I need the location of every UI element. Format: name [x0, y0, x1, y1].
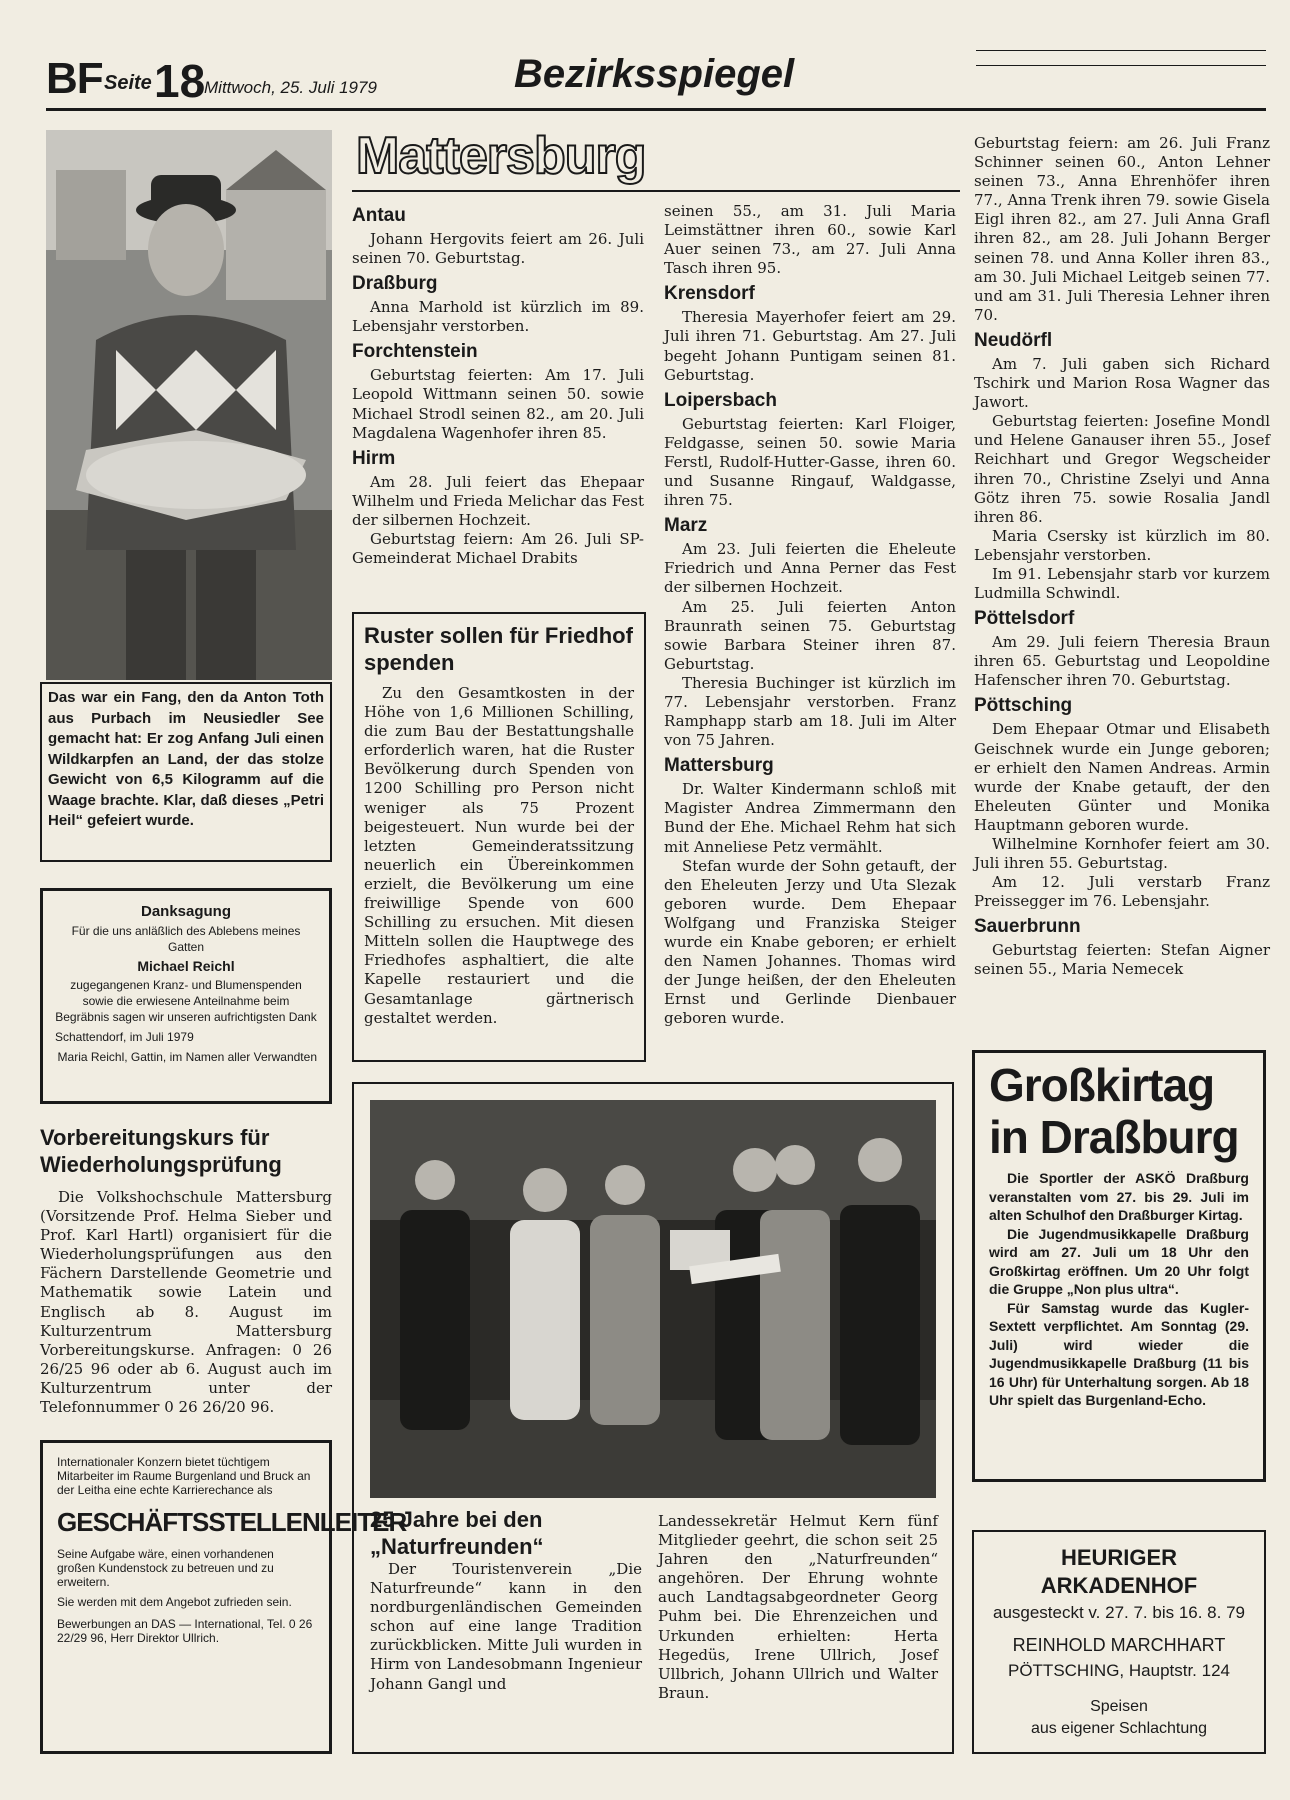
text-mattersburg-2: Stefan wurde der Sohn getauft, der den Eheleuten Jerzy und Uta Slezak geboren wurde. Dem Ehepaar Wolfgang und Franziska Steiger wurde ein Knabe geboren; er erhielt den Namen Johannes. Thomas wird der Junge heißen, der den Eheleuten Ernst und Gerlinde Dienbauer geboren wurde.: [664, 856, 956, 1028]
thanks-place: Schattendorf, im Juli 1979: [55, 1030, 194, 1044]
text-col4-continued: Geburtstag feiern: am 26. Juli Franz Schinner seinen 60., Anton Lehner seinen 73., Anna Ehrenhöfer ihren 77., Anna Trenk ihren 79. sowie Gisela Eigl ihren 82., am 27. Juli Anna Grafl ihren 82., am 28. Juli Johann Berger seinen 78. und Anna Koller ihren 83., am 30. Juli Michael Leitgeb seinen 77. und am 31. Juli Theresia Lehner ihren 70.: [974, 134, 1270, 324]
text-hirm-1: Am 28. Juli feiert das Ehepaar Wilhelm und Frieda Melichar das Fest der silbernen Hochzeit.: [352, 472, 644, 529]
text-marz-3: Theresia Buchinger ist kürzlich im 77. Lebensjahr verstorben. Franz Ramphapp starb am 18. Juli im Alter von 75 Jahren.: [664, 673, 956, 750]
kirtag-text-2: Die Jugendmusikkapelle Draßburg wird am 27. Juli um 18 Uhr den Großkirtag eröffnen. Um 20 Uhr folgt die Gruppe „Non plus ultra“.: [989, 1225, 1249, 1297]
heuriger-dates: ausgesteckt v. 27. 7. bis 16. 8. 79: [992, 1603, 1245, 1622]
text-antau: Johann Hergovits feiert am 26. Juli seinen 70. Geburtstag.: [352, 230, 644, 268]
text-neudoerfl-1: Am 7. Juli gaben sich Richard Tschirk und Marion Rosa Wagner das Jawort.: [974, 354, 1270, 412]
naturfreunde-title-1: 25 Jahre bei den: [370, 1507, 543, 1532]
kirtag-text-1: Die Sportler der ASKÖ Draßburg veranstalten vom 27. bis 29. Juli im alten Schulhof den Draßburger Kirtag.: [989, 1170, 1249, 1223]
job-position: GESCHÄFTSSTELLENLEITER: [57, 1507, 407, 1537]
heading-loipersbach: Loipersbach: [664, 389, 777, 411]
text-neudoerfl-4: Im 91. Lebensjahr starb vor kurzem Ludmilla Schwindl.: [974, 564, 1270, 603]
job-advertisement: [40, 1440, 407, 1754]
heading-poettsching: Pöttsching: [974, 695, 1073, 717]
naturfreunde-right-column: [658, 1512, 938, 1703]
text-poettelsdorf: Am 29. Juli feiern Theresia Braun ihren 65. Geburtstag und Leopoldine Hafenscher ihren 70. Geburtstag.: [974, 633, 1270, 690]
job-intro: Internationaler Konzern bietet tüchtigem Mitarbeiter im Raume Burgenland und Bruck an der Leitha eine echte Karrierechance als: [57, 1455, 311, 1497]
group-photo: [370, 1100, 936, 1498]
fish-caption: Das war ein Fang, den da Anton Toth aus Purbach im Neusiedler See gemacht hat: Er zog Anfang Juli einen Wildkarpfen an Land, der das stolze Gewicht von 6,5 Kilogramm auf die Waage brachte. Klar, daß dieses „Petri Heil“ gefeiert wurde.: [48, 689, 324, 829]
naturfreunde-text-right: Landessekretär Helmut Kern fünf Mitglieder geehrt, die schon seit 25 Jahren den „Naturfreunden“ angehören. Der Ehrung wohnte auch Landtagsabgeordneter Georg Puhm bei. Die Ehrenzeichen und Urkunden erhielten: Herta Hegedüs, Irene Ullrich, Josef Ullbrich, Johann Ullrich und Walter Braun.: [658, 1512, 938, 1702]
course-body: Die Volkshochschule Mattersburg (Vorsitzende Prof. Helma Sieber und Prof. Karl Hartl) organisiert für die Wiederholungsprüfungen aus den Fächern Darstellende Geometrie und Mathematik sowie Latein und Englisch ab 8. August im Kulturzentrum Mattersburg Vorbereitungskurse. Anfragen: 0 26 26/25 96 oder ab 6. August auch im Kulturzentrum unter der Telefonnummer 0 26 26/20 96.: [40, 1188, 332, 1417]
naturfreunde-article: [352, 1082, 954, 1754]
thanks-signature: Maria Reichl, Gattin, im Namen aller Verwandten: [57, 1050, 317, 1064]
course-article: [40, 1124, 332, 1417]
fisherman-photo: [46, 130, 332, 680]
text-loipersbach: Geburtstag feierten: Karl Floiger, Feldgasse, seinen 50. sowie Maria Ferstl, Rudolf-Hutter-Gasse, ihren 60. und Susanne Ringauf, Waldgasse, ihren 75.: [664, 414, 956, 510]
text-mattersburg-1: Dr. Walter Kindermann schloß mit Magister Andrea Zimmermann den Bund der Ehe. Michael Rehm hat sich mit Anneliese Petz vermählt.: [664, 780, 956, 856]
kirtag-title-1: Großkirtag: [989, 1059, 1215, 1111]
deceased-name: Michael Reichl: [137, 958, 235, 974]
page-label: Seite: [104, 72, 152, 94]
heading-mattersburg: Mattersburg: [664, 755, 774, 777]
heading-sauerbrunn: Sauerbrunn: [974, 916, 1081, 938]
column-4: [974, 134, 1270, 980]
text-neudoerfl-3: Maria Csersky ist kürzlich im 80. Lebensjahr verstorben.: [974, 526, 1270, 564]
column-3: [664, 202, 956, 1028]
naturfreunde-text-left: Der Touristenverein „Die Naturfreunde“ kann in den nordburgenländischen Gemeinden schon auf eine lange Tradition zurückblicken. Mitte Juli wurden in Hirm von Landesobmann Ingenieur Johann Gangl und: [370, 1560, 642, 1693]
heuriger-owner: REINHOLD MARCHHART: [1012, 1635, 1226, 1655]
text-drassburg: Anna Marhold ist kürzlich im 89. Lebensjahr verstorben.: [352, 298, 644, 336]
text-krensdorf: Theresia Mayerhofer feiert am 29. Juli ihren 71. Geburtstag. Am 27. Juli begeht Johann Puntigam seinen 81. Geburtstag.: [664, 308, 956, 384]
kirtag-advertisement: [972, 1050, 1266, 1482]
naturfreunde-title-2: „Naturfreunden“: [370, 1534, 544, 1559]
text-marz-2: Am 25. Juli feierten Anton Braunrath seinen 75. Geburtstag sowie Barbara Steiner ihren 87. Geburtstag.: [664, 597, 956, 673]
text-neudoerfl-2: Geburtstag feierten: Josefine Mondl und Helene Ganauser ihren 55., Josef Reichhart und Gregor Wegscheider ihren 70., Christine Zselyi und Anna Götz ihren 75. sowie Rosalia Jandl ihren 86.: [974, 412, 1270, 526]
course-title: Vorbereitungskurs für Wiederholungsprüfung: [40, 1125, 282, 1177]
heading-krensdorf: Krensdorf: [664, 283, 755, 305]
heading-antau: Antau: [352, 205, 406, 226]
fish-caption-box: [40, 682, 332, 862]
text-continued: seinen 55., am 31. Juli Maria Leimstättner ihren 60., sowie Karl Auer seinen 73., am 27. Juli Anna Tasch ihren 95.: [664, 202, 956, 278]
section-title: Bezirksspiegel: [514, 52, 795, 96]
heading-hirm: Hirm: [352, 447, 396, 469]
column-2: [352, 200, 644, 568]
text-forchtenstein: Geburtstag feierten: Am 17. Juli Leopold Wittmann seinen 50. sowie Michael Strodl seinen 82., am 20. Juli Magdalena Wagenhofer ihren 85.: [352, 366, 644, 442]
heading-forchtenstein: Forchtenstein: [352, 341, 478, 363]
job-task: Seine Aufgabe wäre, einen vorhandenen großen Kundenstock zu betreuen und zu erweitern.: [57, 1547, 274, 1589]
newspaper-logo: BF: [46, 54, 103, 103]
heuriger-food-1: Speisen: [1090, 1698, 1148, 1715]
page-number: 18: [154, 55, 206, 107]
text-hirm-2: Geburtstag feiern: Am 26. Juli SP-Gemeinderat Michael Drabits: [352, 530, 644, 568]
text-poettsching-3: Am 12. Juli verstarb Franz Preissegger im 76. Lebensjahr.: [974, 873, 1270, 911]
text-sauerbrunn: Geburtstag feierten: Stefan Aigner seinen 55., Maria Nemecek: [974, 941, 1270, 979]
kirtag-title-2: in Draßburg: [989, 1111, 1239, 1163]
town-rule: [352, 190, 960, 192]
town-headline: Mattersburg: [356, 127, 646, 185]
page-header: [46, 48, 1266, 111]
thanks-body: zugegangenen Kranz- und Blumenspenden sowie die erwiesene Anteilnahme beim Begräbnis sagen wir unseren aufrichtigsten Dank: [55, 978, 317, 1024]
naturfreunde-left-column: [370, 1506, 642, 1694]
heading-marz: Marz: [664, 515, 708, 537]
issue-date: Mittwoch, 25. Juli 1979: [204, 78, 377, 97]
text-poettsching-2: Wilhelmine Kornhofer feiert am 30. Juli ihren 55. Geburtstag.: [974, 835, 1270, 873]
ruster-body: Zu den Gesamtkosten in der Höhe von 1,6 Millionen Schilling, die zum Bau der Bestattungshalle erforderlich waren, hat die Ruster Bevölkerung durch Spenden von 1200 Schilling pro Person nicht weniger als 75 Prozent beigesteuert. Nun wurde bei der letzten Gemeinderatssitzung neuerlich ein Übereinkommen erzielt, die Bevölkerung um eine freiwillige Spende von 600 Schilling zu ersuchen. Mit diesen Mitteln sollen die Hauptwege des Friedhofes asphaltiert, die alte Kapelle restauriert und die Gesamtanlage gärtnerisch gestaltet werden.: [364, 684, 634, 1027]
heuriger-food-2: aus eigener Schlachtung: [1030, 1720, 1208, 1737]
thanks-title: Danksagung: [140, 903, 231, 920]
text-poettsching-1: Dem Ehepaar Otmar und Elisabeth Geischnek wurde ein Junge geboren; er erhielt den Namen Andreas. Armin wurde der Knabe getauft, der den Eheleuten Günter und Monika Hauptmann geboren wurde.: [974, 720, 1270, 834]
heuriger-advertisement: [972, 1530, 1266, 1754]
text-marz-1: Am 23. Juli feierten die Eheleute Friedrich und Anna Perner das Fest der silbernen Hochzeit.: [664, 540, 956, 597]
heading-poettelsdorf: Pöttelsdorf: [974, 608, 1075, 630]
obituary-thanks: [40, 888, 332, 1104]
ruster-title: Ruster sollen für Friedhof spenden: [364, 623, 633, 675]
job-offer: Sie werden mit dem Angebot zufrieden sein.: [57, 1595, 292, 1609]
heading-drassburg: Draßburg: [352, 273, 438, 295]
ruster-article: [352, 612, 646, 1062]
kirtag-text-3: Für Samstag wurde das Kugler-Sextett verpflichtet. Am Sonntag (29. Juli) wird wieder die Jugendmusikkapelle Draßburg (11 bis 16 Uhr) für Unterhaltung sorgen. Ab 18 Uhr spielt das Burgenland-Echo.: [989, 1299, 1249, 1408]
heuriger-address: PÖTTSCHING, Hauptstr. 124: [1007, 1661, 1230, 1680]
thanks-line: Für die uns anläßlich des Ablebens meines Gatten: [71, 924, 301, 954]
heuriger-title: HEURIGER ARKADENHOF: [1040, 1545, 1198, 1598]
heading-neudoerfl: Neudörfl: [974, 329, 1053, 351]
job-contact: Bewerbungen an DAS — International, Tel. 0 26 22/29 96, Herr Direktor Ullrich.: [57, 1617, 313, 1645]
header-rule: [976, 50, 1266, 66]
